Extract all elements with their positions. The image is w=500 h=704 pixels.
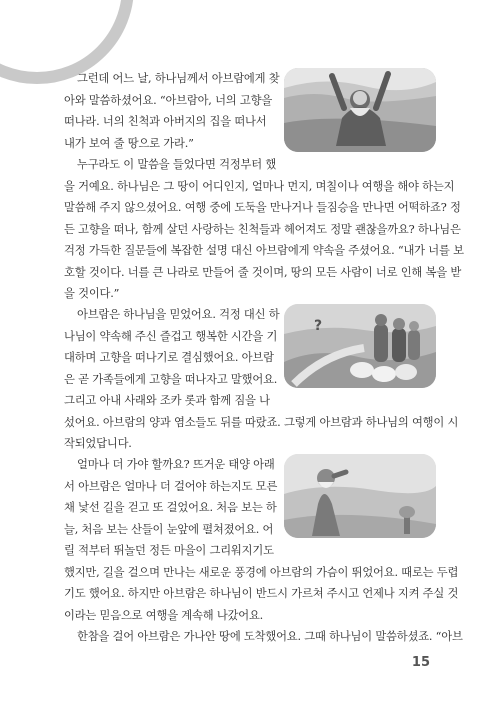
text-line: 그리고 아내 사래와 조카 롯과 함께 짐을 나 (64, 394, 270, 407)
text-line: 걱정 가득한 질문들에 복잡한 설명 대신 아브람에게 약속을 주셨어요. “내가 너를 보 (64, 244, 464, 257)
text-line: 을 것이다.” (64, 287, 120, 300)
text-line: 늘, 처음 보는 산들이 눈앞에 펼쳐졌어요. 어 (64, 522, 274, 536)
text-line: 내가 보여 줄 땅으로 가라.” (64, 136, 194, 150)
text-line: 서 아브람은 얼마나 더 걸어야 하는지도 모른 (64, 479, 278, 493)
text-line: 그런데 어느 날, 하나님께서 아브람에게 찾 (77, 72, 280, 85)
text-line: 작되었답니다. (64, 437, 132, 450)
illustration-abram-kneeling-praying (284, 68, 436, 152)
text-line: 이라는 믿음으로 여행을 계속해 나갔어요. (64, 608, 264, 622)
question-mark: ? (314, 318, 323, 334)
text-line: 아브람은 하나님을 믿었어요. 걱정 대신 하 (77, 308, 280, 321)
text-line: 을 거예요. 하나님은 그 땅이 어디인지, 얼마나 먼지, 며칠이나 여행을 해야 하는지 (64, 179, 455, 193)
text-line: 한참을 걸어 아브람은 가나안 땅에 도착했어요. 그때 하나님이 말씀하셨죠. “아브 (77, 630, 463, 643)
text-line: 아와 말씀하셨어요. “아브람아, 너의 고향을 (64, 93, 273, 107)
text-line: 대하며 고향을 떠나기로 결심했어요. 아브람 (64, 351, 274, 364)
text-line: 했지만, 길을 걸으며 만나는 새로운 풍경에 아브람의 가슴이 뛰었어요. 때로는 두렵 (64, 565, 459, 579)
text-line: 호할 것이다. 너를 큰 나라로 만들어 줄 것이며, 땅의 모든 사람이 너로 인해 복을 받 (64, 265, 462, 279)
illustration-abram-journey-with-flock (284, 304, 436, 388)
text-line: 누구라도 이 말씀을 들었다면 걱정부터 했 (77, 158, 277, 171)
paragraph-5 (64, 626, 463, 648)
paragraph-1 (64, 68, 279, 154)
text-line: 얼마나 더 가야 할까요? 뜨거운 태양 아래 (77, 458, 275, 471)
text-line: 떠나라. 너의 친척과 아버지의 집을 떠나서 (64, 115, 267, 128)
text-line: 릴 적부터 뛰놀던 정든 마을이 그리워지기도 (64, 544, 274, 557)
text-line: 든 고향을 떠나, 함께 살던 사랑하는 친척들과 헤어져도 정말 괜찮을까요? 하나님은 (64, 222, 461, 236)
text-line: 채 낯선 길을 걷고 또 걸었어요. 처음 보는 하 (64, 501, 277, 514)
text-line: 말씀해 주지 않으셨어요. 여행 중에 도둑을 만나거나 들짐승을 만나면 어떡하죠? 정 (64, 201, 461, 214)
illustration-abram-looking-desert (284, 454, 436, 538)
page-number: 15 (411, 655, 430, 670)
text-line: 기도 했어요. 하지만 아브람은 하나님이 반드시 가르쳐 주시고 언제나 지켜 주실 것 (64, 587, 459, 600)
text-line: 은 곧 가족들에게 고향을 떠나자고 말했어요. (64, 372, 278, 386)
paragraph-2 (64, 154, 464, 305)
text-line: 섰어요. 아브람의 양과 염소들도 뒤를 따랐죠. 그렇게 아브람과 하나님의 여행이 시 (64, 415, 459, 429)
text-line: 나님이 약속해 주신 즐겁고 행복한 시간을 기 (64, 329, 278, 343)
